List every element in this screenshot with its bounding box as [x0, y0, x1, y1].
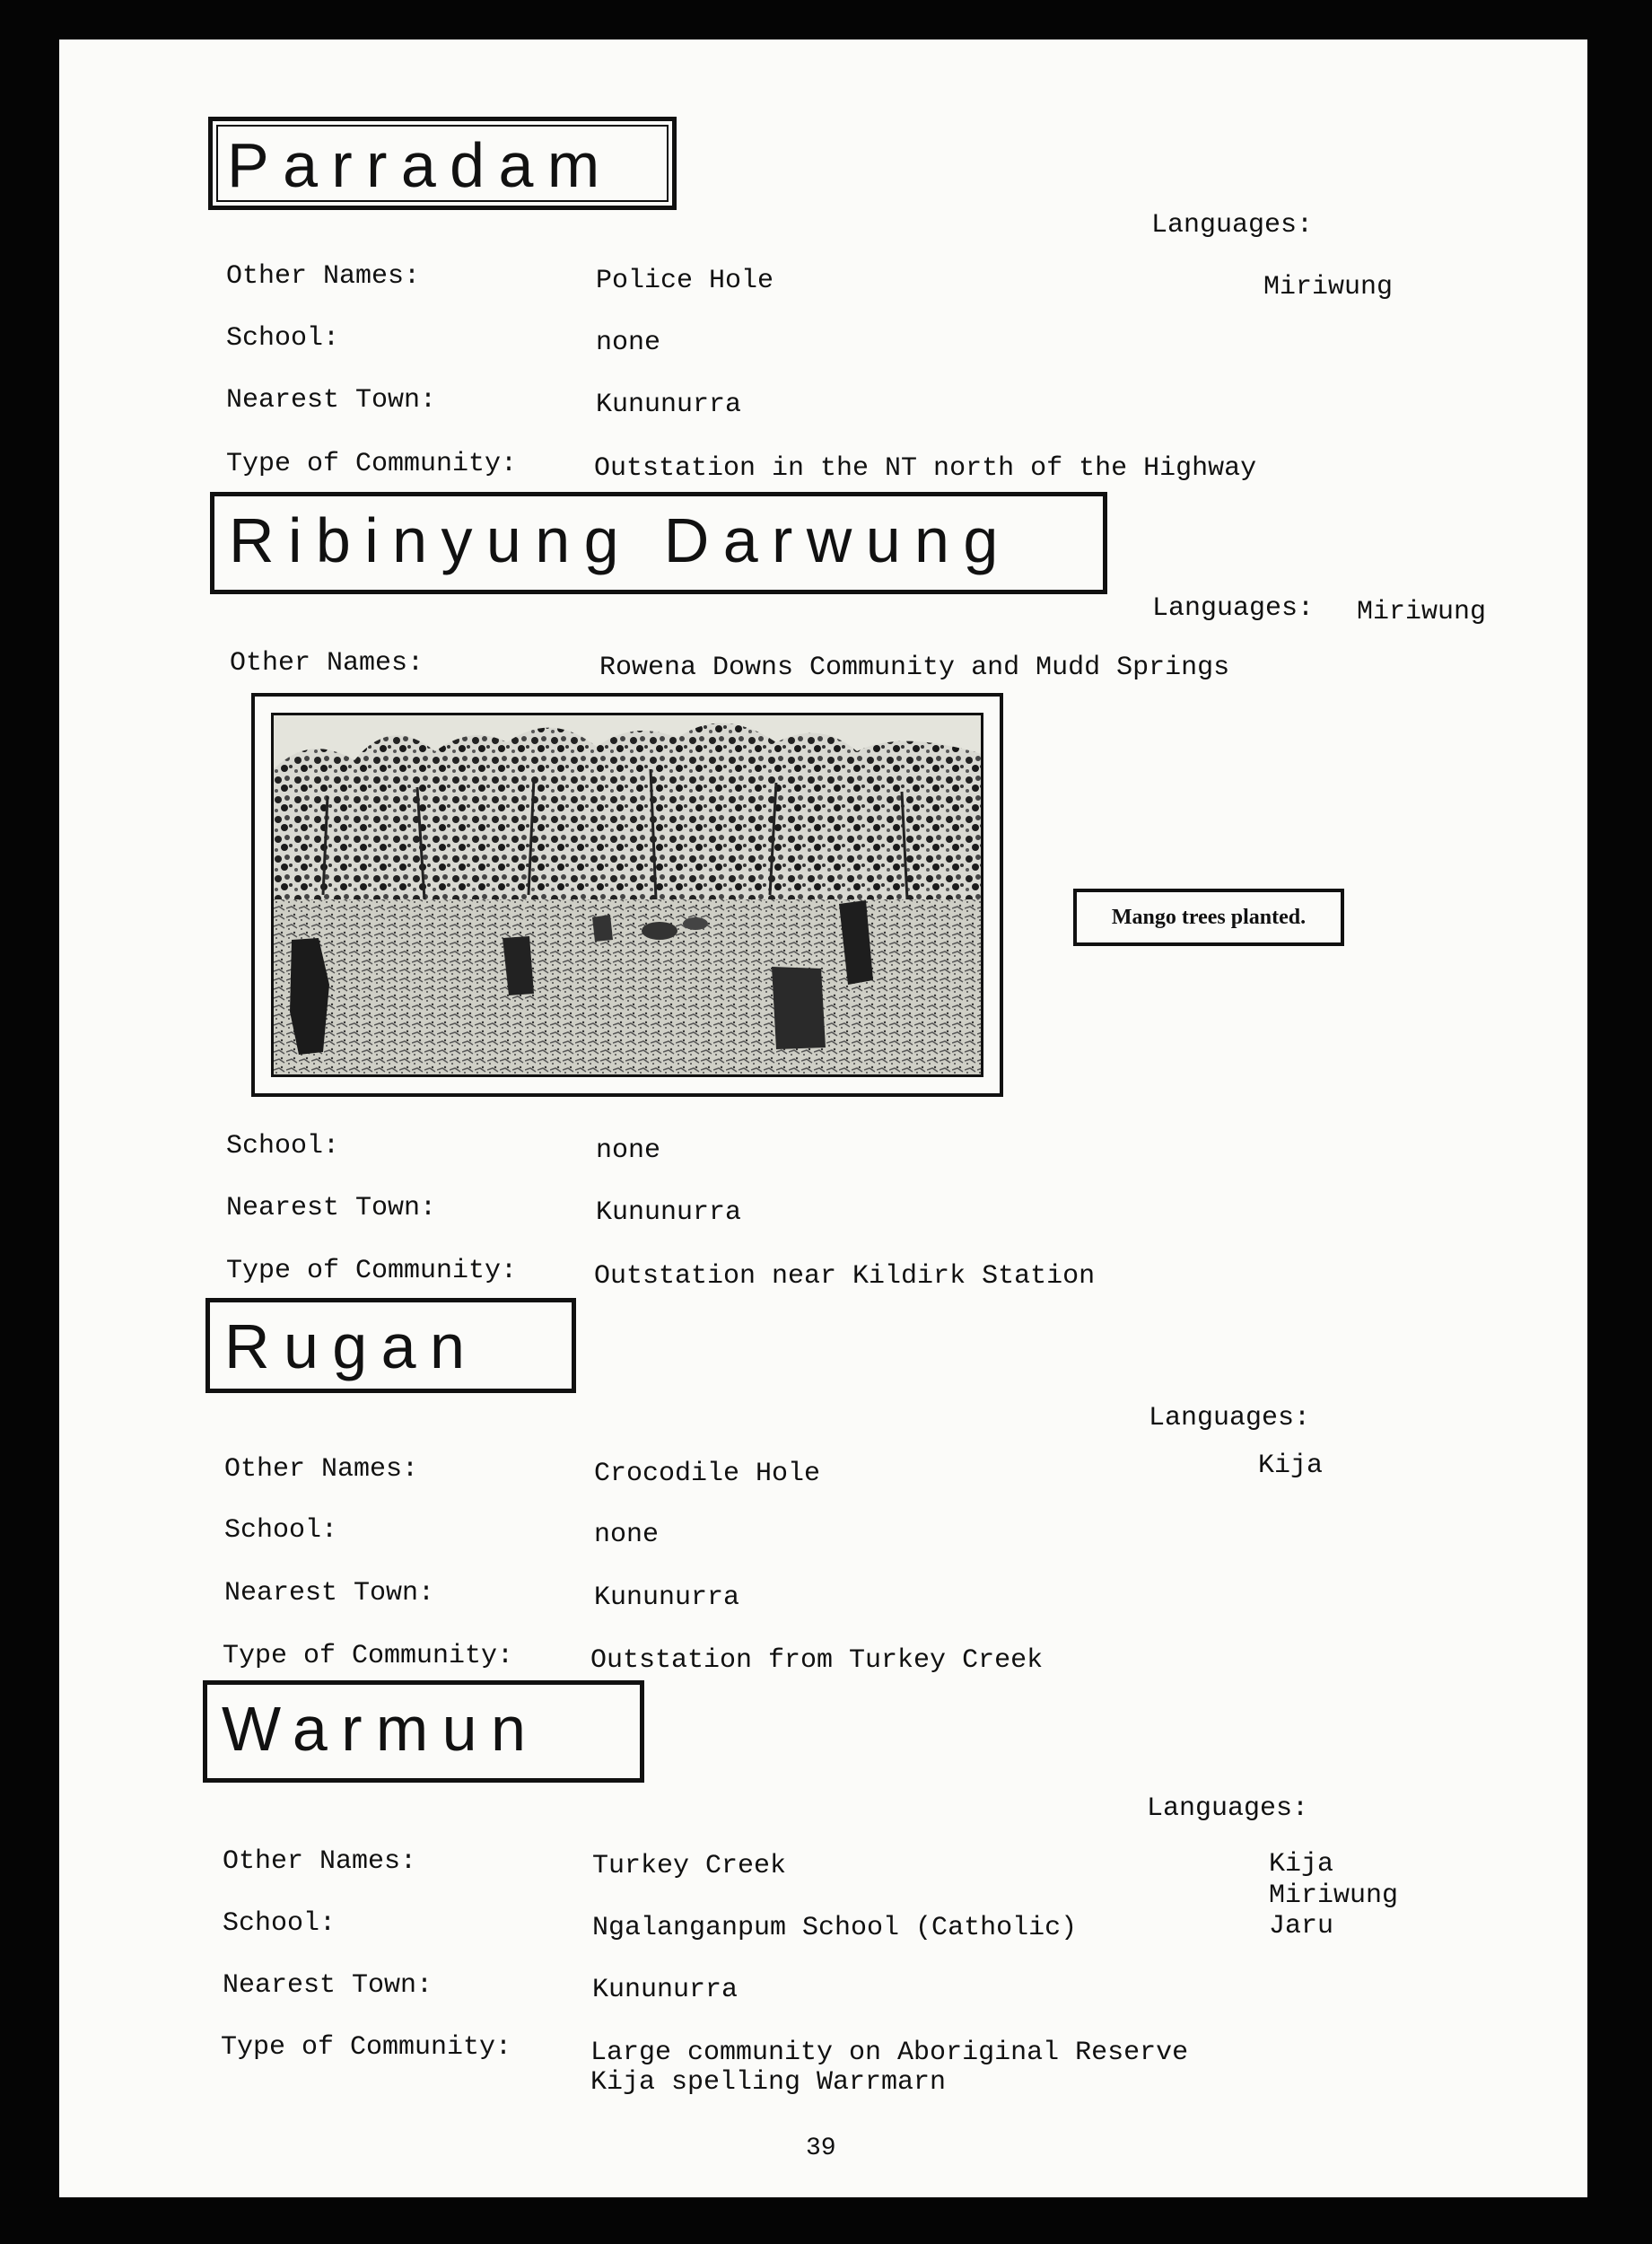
field-value-type-of-community: Large community on Aboriginal Reserve: [590, 2038, 1189, 2068]
field-value-other-names: Crocodile Hole: [594, 1459, 821, 1489]
community-heading-parradam: Parradam: [208, 117, 677, 210]
field-value-other-names: Police Hole: [596, 266, 774, 296]
field-value-type-of-community: Outstation in the NT north of the Highway: [594, 453, 1257, 484]
field-value-nearest-town: Kununurra: [592, 1975, 739, 2005]
field-value-other-names: Turkey Creek: [592, 1851, 787, 1881]
field-label-school: School:: [226, 1131, 340, 1161]
field-label-other-names: Other Names:: [223, 1846, 417, 1877]
field-value-nearest-town: Kununurra: [594, 1582, 740, 1613]
field-label-type-of-community: Type of Community:: [221, 2032, 512, 2063]
field-label-other-names: Other Names:: [224, 1454, 419, 1485]
language-item: Kija: [1269, 1849, 1334, 1880]
community-heading-ribinyung-darwung: Ribinyung Darwung: [210, 492, 1107, 594]
page-number: 39: [806, 2134, 836, 2162]
field-label-nearest-town: Nearest Town:: [224, 1578, 435, 1608]
language-item: Kija: [1258, 1451, 1324, 1481]
community-heading-warmun: Warmun: [203, 1680, 644, 1783]
field-value-other-names: Rowena Downs Community and Mudd Springs: [599, 653, 1230, 683]
field-label-other-names: Other Names:: [226, 261, 421, 292]
community-photo: [271, 713, 983, 1077]
community-photo-frame: [251, 693, 1003, 1097]
field-label-nearest-town: Nearest Town:: [226, 385, 437, 416]
field-label-type-of-community: Type of Community:: [226, 1256, 518, 1286]
community-heading-rugan: Rugan: [205, 1298, 576, 1393]
field-label-other-names: Other Names:: [230, 648, 424, 679]
field-value-nearest-town: Kununurra: [596, 390, 742, 420]
field-value-type-of-community: Outstation near Kildirk Station: [594, 1261, 1096, 1292]
field-value-school: none: [596, 328, 661, 358]
field-label-type-of-community: Type of Community:: [223, 1641, 514, 1671]
field-label-nearest-town: Nearest Town:: [226, 1193, 437, 1223]
field-value-school: Ngalanganpum School (Catholic): [592, 1913, 1078, 1943]
field-label-school: School:: [224, 1515, 338, 1546]
field-value-spelling-note: Kija spelling Warrmarn: [590, 2067, 947, 2098]
languages-label: Languages:: [1152, 593, 1315, 624]
field-label-nearest-town: Nearest Town:: [223, 1970, 433, 2001]
field-label-school: School:: [226, 323, 340, 354]
field-value-nearest-town: Kununurra: [596, 1197, 742, 1228]
languages-label: Languages:: [1149, 1403, 1311, 1433]
bush-scene-image: [274, 715, 983, 1077]
languages-label: Languages:: [1147, 1793, 1309, 1824]
language-item: Miriwung: [1269, 1880, 1399, 1911]
language-item: Jaru: [1269, 1911, 1334, 1942]
languages-label: Languages:: [1151, 210, 1314, 241]
field-label-school: School:: [223, 1908, 337, 1939]
field-label-type-of-community: Type of Community:: [226, 449, 518, 479]
field-value-school: none: [594, 1520, 660, 1550]
language-item: Miriwung: [1263, 272, 1394, 302]
field-value-type-of-community: Outstation from Turkey Creek: [590, 1645, 1044, 1676]
language-item: Miriwung: [1357, 597, 1487, 627]
photo-caption: Mango trees planted.: [1073, 889, 1344, 946]
field-value-school: none: [596, 1135, 661, 1166]
